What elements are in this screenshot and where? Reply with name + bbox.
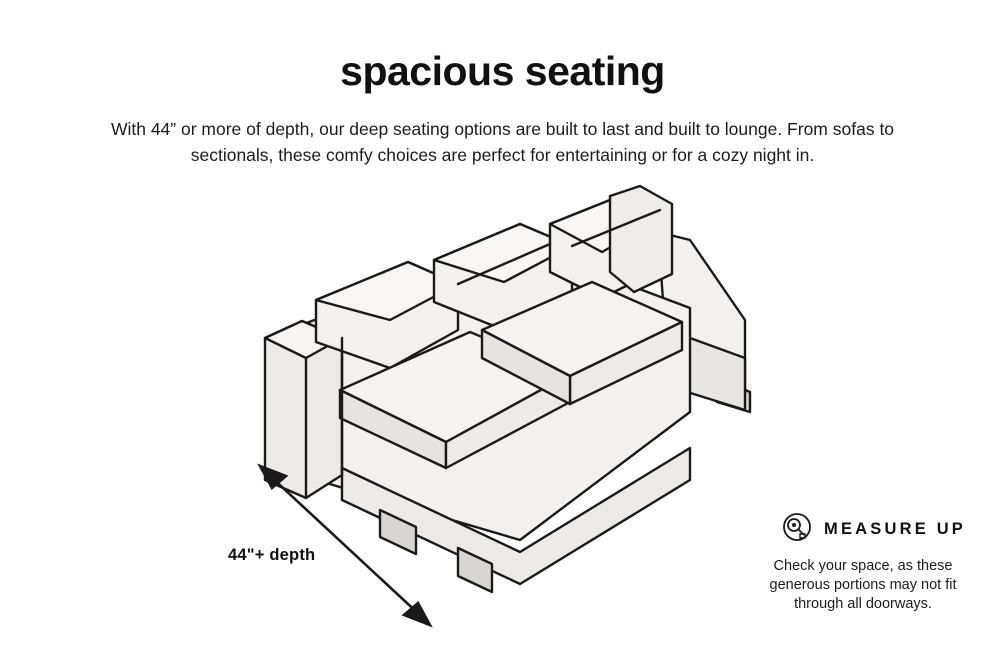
measure-up-callout [740, 512, 986, 614]
tape-measure-icon [782, 512, 812, 547]
measure-up-note-line-2: generous portions may not fit [769, 577, 957, 593]
depth-dimension-label: 44"+ depth [228, 546, 316, 564]
sofa-illustration [220, 180, 790, 640]
measure-up-note [740, 557, 986, 614]
page-title: spacious seating [340, 48, 665, 94]
description-text: With 44” or more of depth, our deep seating options are built to last and built to lounge. From sofas to sectionals, these comfy choices are perfect for entertaining or for a cozy night in. [110, 119, 895, 165]
measure-up-note-line-3: through all doorways. [794, 596, 932, 612]
measure-up-note-line-1: Check your space, as these [773, 558, 953, 574]
measure-up-title: MEASURE UP [824, 520, 967, 538]
